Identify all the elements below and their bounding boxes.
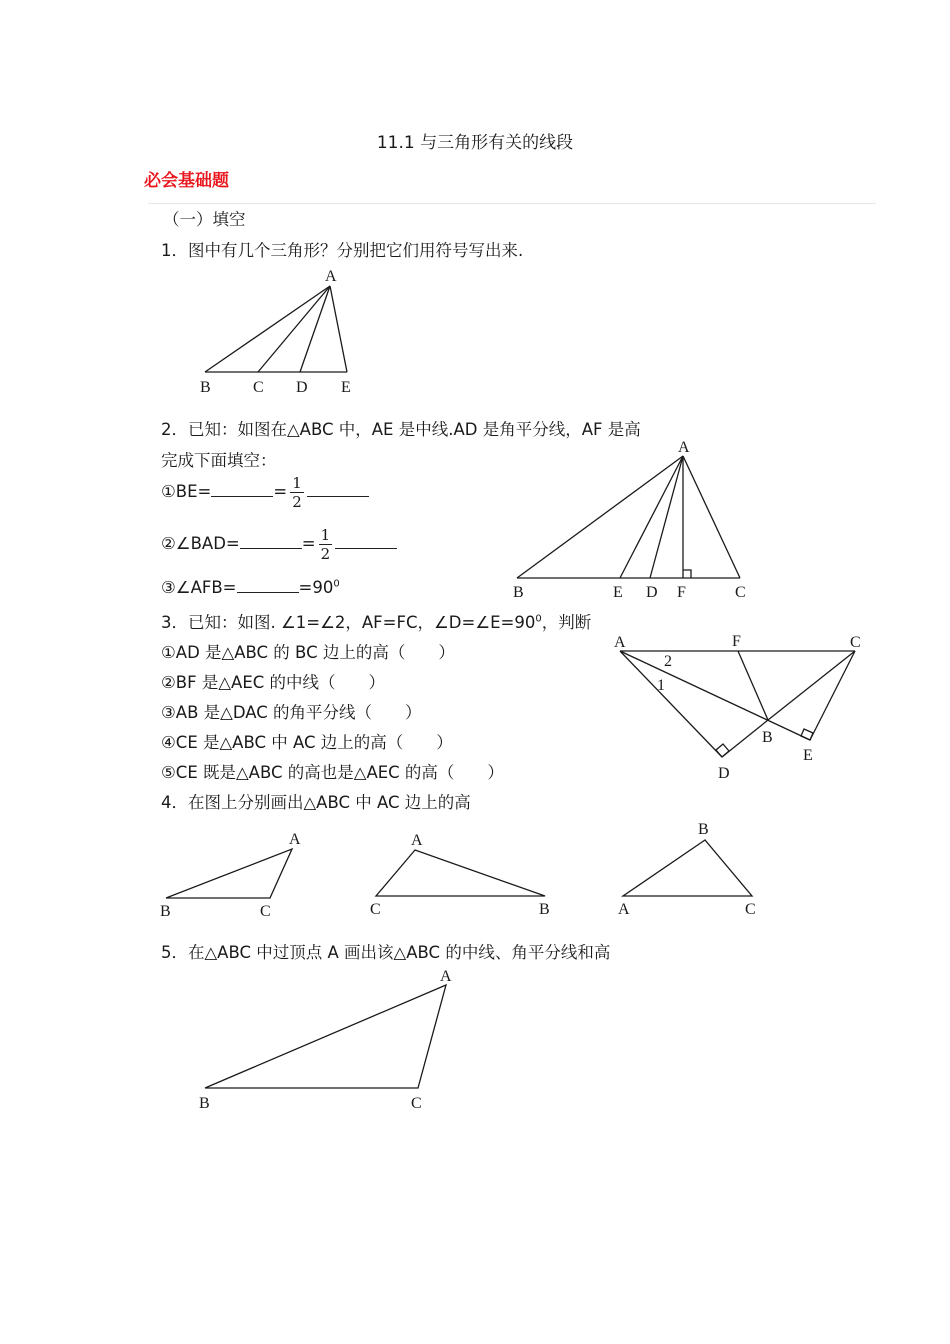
vertex-label: B xyxy=(539,901,550,918)
question-1: 1．图中有几个三角形？分别把它们用符号写出来. xyxy=(161,241,524,260)
label-f: F xyxy=(732,633,741,650)
question-4: 4．在图上分别画出△ABC 中 AC 边上的高 xyxy=(161,793,471,812)
vertex-label: A xyxy=(618,901,630,918)
label-angle-2: 2 xyxy=(664,653,672,670)
q3-item-3: ③AB 是△DAC 的角平分线（ ） xyxy=(161,703,422,722)
label-a: A xyxy=(678,439,690,456)
question-3-stem: 3．已知：如图. ∠1=∠2，AF=FC，$\angle D=\angle E=90^0$，判断 xyxy=(161,613,592,632)
part-heading: （一）填空 xyxy=(163,210,246,229)
label-b: B xyxy=(762,729,773,746)
vertex-label: C xyxy=(370,901,381,918)
page-title: 11.1 与三角形有关的线段 xyxy=(376,133,574,153)
vertex-label: C xyxy=(745,901,756,918)
label-e: E xyxy=(803,747,813,764)
label-a: A xyxy=(614,634,626,651)
q3-item-1: ①AD 是△ABC 的 BC 边上的高（ ） xyxy=(161,643,455,662)
vertex-label: B xyxy=(160,903,171,920)
label-d: D xyxy=(718,765,730,782)
label-b: B xyxy=(513,584,524,601)
label-c: C xyxy=(850,634,861,651)
vertex-label: A xyxy=(411,832,423,849)
label-f: F xyxy=(677,584,686,601)
label-d: D xyxy=(296,379,308,396)
question-2-line2: 完成下面填空： xyxy=(161,451,277,470)
q2-item-1: ①BE= = $\frac{1}{2}$ xyxy=(161,474,369,511)
q3-item-4: ④CE 是△ABC 中 AC 边上的高（ ） xyxy=(161,733,453,752)
vertex-label: B xyxy=(698,821,709,838)
vertex-label: C xyxy=(411,1095,422,1112)
label-d: D xyxy=(646,584,658,601)
q3-item-2: ②BF 是△AEC 的中线（ ） xyxy=(161,673,386,692)
question-5: 5．在△ABC 中过顶点 A 画出该△ABC 的中线、角平分线和高 xyxy=(161,943,611,962)
label-e: E xyxy=(341,379,351,396)
label-c: C xyxy=(735,584,746,601)
q3-item-5: ⑤CE 既是△ABC 的高也是△AEC 的高（ ） xyxy=(161,763,504,782)
question-2-line1: 2．已知：如图在△ABC 中，AE 是中线.AD 是角平分线，AF 是高 xyxy=(161,420,641,439)
vertex-label: A xyxy=(440,968,452,985)
vertex-label: C xyxy=(260,903,271,920)
label-c: C xyxy=(253,379,264,396)
label-e: E xyxy=(613,584,623,601)
label-a: A xyxy=(325,268,337,285)
section-heading: 必会基础题 xyxy=(144,171,229,191)
label-angle-1: 1 xyxy=(657,677,665,694)
q2-item-2: ②∠BAD= = $\frac{1}{2}$ xyxy=(161,526,397,563)
label-b: B xyxy=(200,379,211,396)
vertex-label: A xyxy=(289,831,301,848)
vertex-label: B xyxy=(199,1095,210,1112)
q2-item-3: ③∠AFB= $=90^0$ xyxy=(161,578,340,597)
